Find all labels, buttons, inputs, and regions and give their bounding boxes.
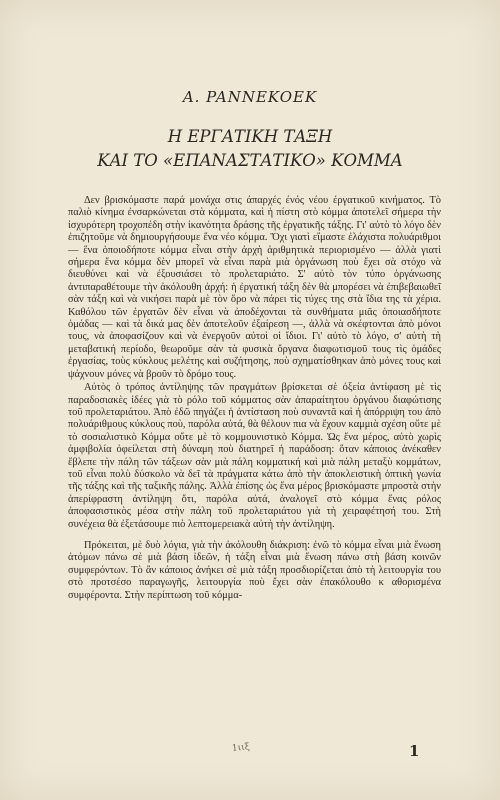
author-name: A. PANNEKOEK (182, 88, 318, 106)
article-title (0, 125, 500, 173)
title-line-2: ΚΑΙ ΤΟ «ΕΠΑΝΑΣΤΑΤΙΚΟ» ΚΟΜΜΑ (97, 151, 403, 170)
page-number: 1 (409, 742, 420, 760)
handwritten-mark: 1ιιξ (231, 742, 251, 754)
title-line-1: Η ΕΡΓΑΤΙΚΗ ΤΑΞΗ (167, 127, 333, 146)
paragraph: Πρόκειται, μὲ δυὸ λόγια, γιὰ τὴν ἀκόλουθη διάκριση: ἐνῶ τὸ κόμμα εἶναι μιὰ ἕνωση ἀτόμων πάνω σὲ μιὰ βάση ἰδεῶν, ἡ τάξη εἶναι μιὰ ἕνωση πάνω στὴ βάση κοινῶν συμφερόντων. Τὸ ἂν κάποιος ἀνήκει σὲ μιὰ τάξη προσδιορίζεται ἀπὸ τὴ λειτουργία του στὸ προτσέσο παραγωγῆς, λειτουργία ποὺ ἔχει σὰν ἐπακόλουθο κ αθορισμένα συμφέροντα. Στὴν περίπτωση τοῦ κόμμα- (68, 539, 441, 601)
body-text (68, 195, 441, 602)
paragraph: Αὐτὸς ὁ τρόπος ἀντίληψης τῶν πραγμάτων βρίσκεται σὲ ὀξεία ἀντίφαση μὲ τὶς παραδοσιακὲς ἰδέες γιὰ τὸ ρόλο τοῦ κόμματος σὰν ἀπαραίτητου ὀργάνου διαφώτισης τοῦ προλεταριάτου. Ἀπὸ ἐδῶ πηγάζει ἡ ἀντίσταση ποὺ συναντᾶ καὶ ἡ ἀπόρριψη του ἀπὸ πολυάριθμους κύκλους ποὺ, παρόλα αὐτά, θὰ θέλουν πια νὰ ἔχουν καμμιὰ σχέση οὔτε μὲ τὸ σοσιαλιστικὸ Κόμμα οὔτε μὲ τὸ κομμουνιστικὸ Κόμμα. Ὡς ἕνα μέρος, αὐτὸ χωρὶς ἀμφιβολία ὀφείλεται στὴ δύναμη ποὺ διατηρεῖ ἡ παράδοση: ὅταν κάποιος ἀνέκαθεν ἔβλεπε τὴν πάλη τῶν τάξεων σὰν μιὰ πάλη κομματική καὶ μιὰ πάλη μεταξὺ κομμάτων, τοῦ εἶναι πολὺ δύσκολο νὰ δεῖ τὰ πράγματα κάτω ἀπὸ τὴν ἀποκλειστικὴ ὀπτικὴ γωνία τῆς τάξης καὶ τῆς ταξικῆς πάλης. Ἀλλὰ ἐπίσης ὡς ἕνα μέρος βρισκόμαστε μπροστὰ στὴν ἀπερίφραστη ἀντίληψη ὅτι, παρόλα αὐτά, ἀναλογεῖ στὸ κόμμα ἕνας ρόλος ἀποφασιστικὸς μέσα στὴν πάλη τοῦ προλεταριάτου γιὰ τὴ χειραφέτησή του. Στὴ συνέχεια θὰ ἐξετάσουμε πιὸ λεπτομερειακὰ αὐτὴ τὴν ἀντίληψη. (68, 382, 441, 530)
paragraph: Δεν βρισκόμαστε παρά μονάχα στις άπαρχές ένός νέου έργατικοῦ κινήματος. Τὸ παλιὸ κίνημα ἐνσαρκώνεται στὰ κόμματα, καὶ ἡ πίστη στὸ κόμμα ἀποτελεῖ σήμερα τὴν ἰσχυρότερη τροχοπέδη στὴν ἱκανότητα δράσης τῆς ἐργατικῆς τάξης. Γι' αὐτὸ τὸ λόγο δὲν ἐπιζητοῦμε νὰ δημιουργήσουμε ἕνα νέο κόμμα. Ὄχι γιατὶ εἴμαστε ἐλάχιστα πολυάριθμοι — ἕνα ὁποιοδήποτε κόμμα εἶναι στὴν ἀρχὴ ἀριθμητικὰ περιορισμένο — ἀλλὰ γιατὶ σήμερα ἕνα κόμμα δὲν μπορεῖ νὰ εἶναι παρὰ μιὰ ὀργάνωση ποὺ ἔχει σὰ στόχο νὰ διευθύνει καὶ νὰ ἐξουσιάσει τὸ προλεταριάτο. Σ' αὐτὸ τὸν τύπο ὀργάνωσης ἀντιπαραθέτουμε τὴν ἀκόλουθη ἀρχή: ἡ ἐργατική τάξη δὲν θὰ μπορέσει νὰ ἐπιβεβαιωθεῖ σὰν τάξη καὶ νὰ νικήσει παρὰ μὲ τὸν ὅρο νὰ πάρει τὶς τύχες της στὰ ἴδια της τὰ χέρια. Καθόλου τῶν ἐργατῶν δὲν εἶναι νὰ ἀποδέχονται τὰ συνθήματα μιᾶς ὁποιασδήποτε ὁμάδας — καὶ τὰ δικά μας δὲν ἀποτελοῦν ἐξαίρεση —, ἀλλὰ νὰ σκέφτονται ἀπὸ μόνοι τους, νὰ ἀποφασίζουν καὶ νὰ ἐνεργοῦν αὐτοὶ οἱ ἴδιοι. Γι' αὐτὸ τὸ λόγο, σ' αὐτὴ τὴ μεταβατική περίοδο, θεωροῦμε σὰν τὰ φυσικὰ ὄργανα διαφωτισμοῦ τους τὶς ὁμάδες ἐργασίας, τοὺς κύκλους μελέτης καὶ συζήτησης, ποὺ σχηματίσθηκαν ἀπὸ μόνες τους καὶ ψάχνουν μόνες νὰ βροῦν τὸ δρόμο τους. (68, 195, 441, 380)
